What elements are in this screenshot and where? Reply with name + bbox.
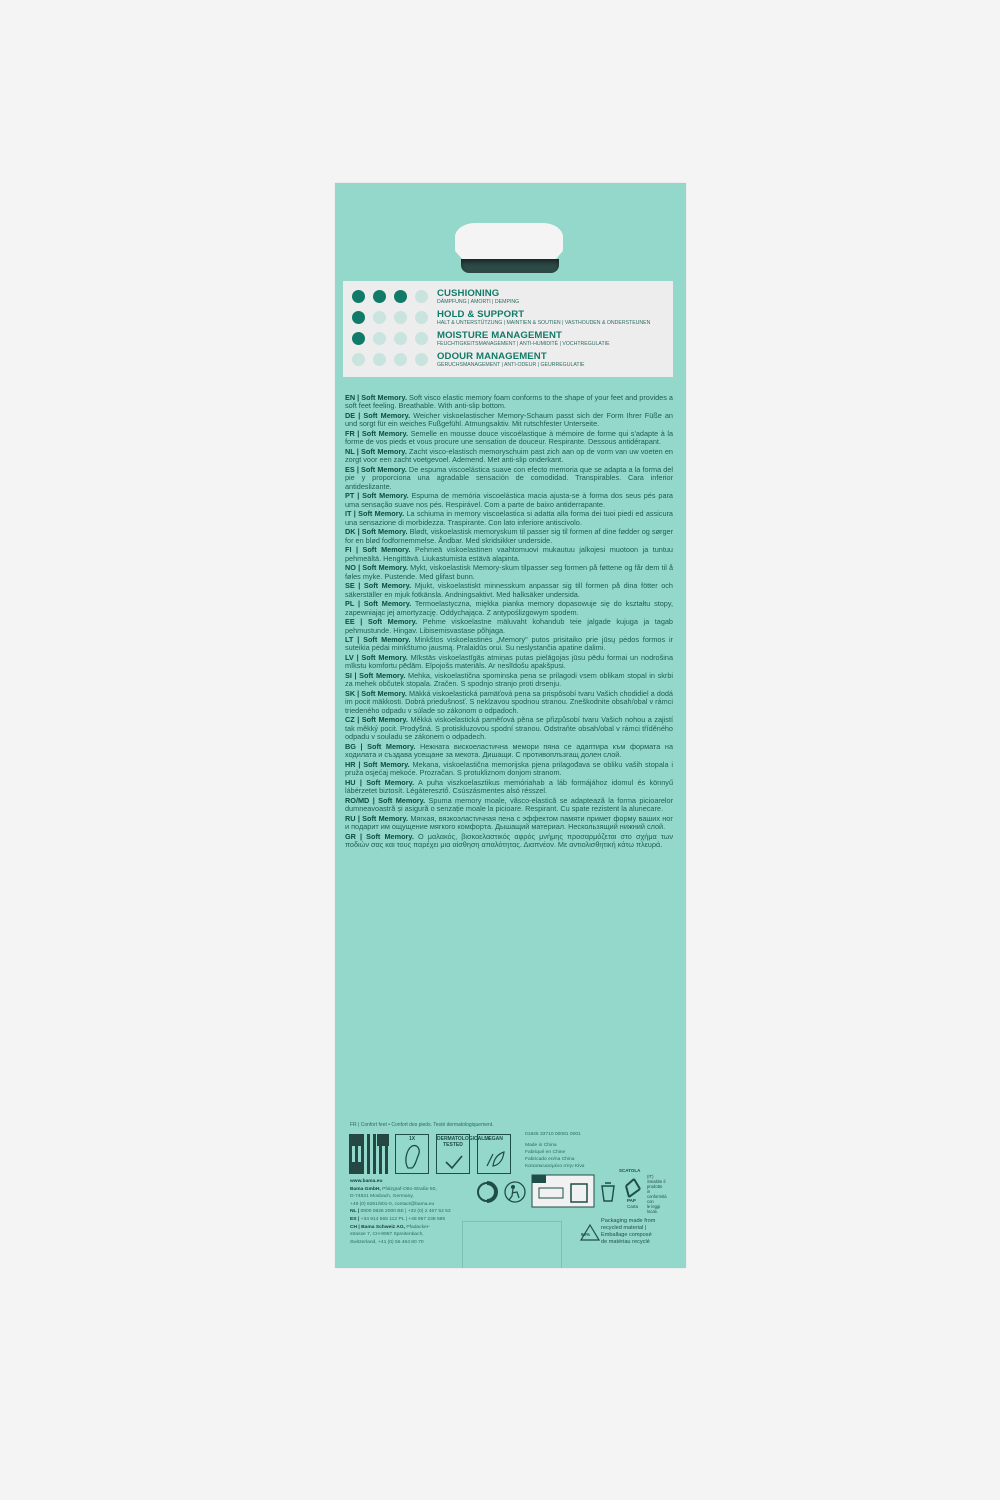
company-line [350, 1239, 451, 1247]
company-line [350, 1201, 451, 1209]
description-text: Mīkstās viskoelastīgās atmiņas putas pielāgojas jūsu pēdu formai un nodrošina mīkstu komfortu pēdām. Elpojošs materiāls. Ar neslīdošu apakšpusi. [345, 653, 673, 671]
company-line [350, 1193, 451, 1201]
rating-dot [415, 332, 428, 345]
rating-dot [352, 290, 365, 303]
company-line-text: strasse 7, CH-8957 Spreitenbach, [350, 1232, 424, 1238]
company-line-text: 0800 0826 2000 BE | +32 (0) 2 467 52 53 [359, 1209, 451, 1215]
company-line-text: +34 914 565 112 PL | +48 957 238 595 [359, 1216, 446, 1222]
language-code: LV | Soft Memory. [345, 653, 408, 663]
rating-dot [352, 332, 365, 345]
hang-hole-cutout [455, 223, 563, 263]
feature-row [343, 329, 673, 350]
hang-slot [461, 259, 559, 273]
description-text: Mjukt, viskoelastiskt minnesskum anpassar sig till formen på dina fötter och säkerställer en mjuk fotkänsla. Andningsaktivt. Med halksäker undersida. [345, 581, 673, 599]
rating-dot [394, 311, 407, 324]
description-paragraph [345, 716, 673, 741]
triman-info-icon [531, 1174, 595, 1208]
company-line [350, 1186, 451, 1194]
waste-bin-icon [599, 1180, 617, 1204]
it-note-line: conformità con [647, 1194, 667, 1204]
carta-label: Carta [627, 1204, 639, 1209]
language-code: EN | Soft Memory. [345, 393, 407, 402]
language-code: RU | Soft Memory. [345, 813, 409, 823]
description-paragraph [345, 618, 673, 635]
company-line-bold: NL | [350, 1209, 360, 1215]
feature-title: HOLD & SUPPORT [437, 309, 525, 320]
description-text: De espuma viscoelástica suave con efecto memoria que se adapta a la forma del pie y proporciona una agradable sensación de comodidad. Transpirables. Cara inferior antideslizante. [345, 464, 673, 491]
company-line-text: Switzerland, +41 (0) 56 464 60 70 [350, 1239, 424, 1245]
rating-dot [352, 353, 365, 366]
description-paragraph [345, 492, 673, 509]
insole-icon [402, 1144, 424, 1170]
description-text: Mehka, viskoelastična spominska pena se prilagodi vsem oblikam stopal in skrbi za mehek občutek stopala. Zračen. S spodnjo stranjo proti drsenju. [345, 671, 673, 689]
description-paragraph [345, 448, 673, 465]
description-text: Weicher viskoelastischer Memory-Schaum passt sich der Form Ihrer Füße an und sorgt für ein weiches Fußgefühl. Atmungsaktiv. Mit rutschfester Unterseite. [345, 410, 673, 429]
rating-dot [394, 290, 407, 303]
rating-dot [373, 353, 386, 366]
description-paragraph [345, 761, 673, 778]
made-in-line: Fabriqué en Chine [525, 1150, 566, 1155]
language-code: SI | Soft Memory. [345, 671, 406, 681]
language-code: LT | Soft Memory. [345, 635, 411, 645]
company-line-bold: CH | Bama Schweiz AG, [350, 1224, 405, 1230]
description-paragraph [345, 466, 673, 491]
language-code: CZ | Soft Memory. [345, 715, 408, 725]
description-text: Blødt, viskoelastisk memoryskum til passer sig til formen af dine fødder og sørger for en blød fodfornemmelse. Åndbar. Med skridsikker underside. [345, 527, 673, 545]
description-paragraph [345, 654, 673, 671]
language-code: FR | Soft Memory. [345, 428, 409, 438]
feature-title: CUSHIONING [437, 288, 500, 299]
company-line-text: Pfalzgraf-Otto-Straße 50, [380, 1186, 437, 1192]
insole-package-back [335, 183, 686, 1268]
language-code: SK | Soft Memory. [345, 689, 407, 699]
description-paragraph [345, 833, 673, 850]
language-code: FI | Soft Memory. [345, 545, 411, 555]
made-in-line: Κατασκευασμένο στην Κίνα [525, 1164, 585, 1169]
description-text: Semelle en mousse douce viscoélastique à mémoire de forme qui s'adapte à la forme de vos pieds et vous procure une sensation de douceur. Respirante. Dessous antidérapant. [345, 428, 673, 447]
packaging-line: de matériau recyclé [601, 1239, 650, 1245]
company-line-bold: www.bama.eu [350, 1179, 383, 1184]
company-line [350, 1208, 451, 1216]
description-paragraph [345, 430, 673, 447]
description-paragraph [345, 636, 673, 653]
description-paragraph [345, 743, 673, 760]
description-paragraph [345, 600, 673, 617]
vegan-label: VEGAN [485, 1136, 503, 1142]
description-text: Minkštos viskoelastinės „Memory" putos prisitaiko prie jūsų pėdos formos ir suteikia pėdai minkštumo jausmą. Pralaidūs orui. Su neslystančia apatine dalimi. [345, 635, 673, 653]
description-text: Pehmeä viskoelastinen vaahtomuovi mukautuu jalkojesi muotoon ja tuntuu pehmeältä. Hengittävä. Liukastumista estävä alapinta. [345, 545, 673, 563]
feature-rating-panel [343, 281, 673, 377]
language-code: DK | Soft Memory. [345, 527, 408, 537]
made-in-line: Fabricado en/na China [525, 1157, 575, 1162]
description-text: Zacht visco-elastisch memoryschuim past zich aan op de vorm van uw voeten en zorgt voor een zacht voetgevoel. Ademend. Met anti-slip onderkant. [345, 446, 673, 465]
derma-label: DERMATOLOGICALLY TESTED [437, 1136, 491, 1148]
rating-dot [415, 311, 428, 324]
fr-comfort-note: FR | Confort feet • Confort des pieds. Testé dermatologiquement. [350, 1122, 494, 1128]
rating-dot [394, 353, 407, 366]
article-code: 01845 33710 00081 0001 [525, 1132, 581, 1137]
single-use-badge [395, 1134, 429, 1174]
it-note-line: prodotto in [647, 1184, 663, 1194]
language-code: HU | Soft Memory. [345, 777, 415, 787]
rating-dot [352, 311, 365, 324]
feature-row [343, 287, 673, 308]
language-code: PT | Soft Memory. [345, 491, 409, 501]
feature-subtitle: GERUCHSMANAGEMENT | ANTI-ODEUR | GEURREGULATIE [437, 362, 585, 368]
language-code: EE | Soft Memory. [345, 617, 418, 627]
description-text: Termoelastyczna, miękka pianka memory dopasowuje się do kształtu stopy, zapewniając jej amortyzację. Oddychająca. Z antypoślizgowym spodem. [345, 599, 673, 617]
language-code: HR | Soft Memory. [345, 759, 410, 769]
leaf-icon [484, 1148, 506, 1170]
product-descriptions [345, 394, 673, 851]
description-text: Měkká viskoelastická paměťová pěna se přizpůsobí tvaru Vašich nohou a zajistí tak měkký pocit. Prodyšná. S protiskluzovou spodní stranou. Odstraňte obsah/obal v rámci tříděného odpadu v souladu se zákonem o odpadech. [345, 715, 674, 742]
description-text: Mekana, viskoelastična memorijska pjena prilagođava se obliku vaših stopala i pruža osjećaj mekoće. Prozračan. S protukliznom donjom stranom. [345, 759, 673, 778]
description-paragraph [345, 412, 673, 429]
language-code: PL | Soft Memory. [345, 599, 412, 609]
language-code: IT | Soft Memory. [345, 509, 405, 519]
company-line [350, 1216, 451, 1224]
packaging-line: Emballage composé [601, 1232, 652, 1238]
company-line-text: D-74821 Mosbach, Germany, [350, 1194, 414, 1200]
tidyman-icon [503, 1180, 527, 1204]
description-paragraph [345, 815, 673, 832]
single-use-label: 1X [408, 1136, 416, 1142]
feature-subtitle: HALT & UNTERSTÜTZUNG | MAINTIEN & SOUTIEN | VASTHOUDEN & ONDERSTEUNEN [437, 320, 651, 326]
description-text: Mäkká viskoelastická pamäťová pena sa prispôsobí tvaru Vašich chodidiel a dodá im pocit mäkkosti. Dobrá priedušnosť. S neklzavou spodnou stranou. Zneškodnite obsah/obal v rámci triedeného odpadu v súlade so zákonom o odpadoch. [345, 689, 673, 715]
description-paragraph [345, 797, 673, 814]
description-paragraph [345, 582, 673, 599]
packaging-line: Packaging made from [601, 1218, 656, 1224]
rating-dot [373, 290, 386, 303]
feature-subtitle: FEUCHTIGKEITSMANAGEMENT | ANTI-HUMIDITÉ | VOCHTREGULATIE [437, 341, 610, 347]
it-note-line: le leggi locali. [647, 1204, 661, 1214]
description-text: La schiuma in memory viscoelastica si adatta alla forma dei tuoi piedi ed assicura una sensazione di morbidezza. Traspirante. Con lato inferiore antiscivolo. [345, 509, 673, 527]
description-paragraph [345, 394, 673, 411]
language-code: ES | Soft Memory. [345, 464, 407, 474]
description-text: Espuma de memória viscoelástica macia ajusta-se à forma dos seus pés para uma sensação suave nos pés. Respirável. Com a parte de baixo antiderrapante. [345, 491, 673, 509]
description-text: Mykt, viskoelastisk Memory-skum tilpasser seg formen på føttene og får dem til å føles myke. Pustende. Med glifast bunn. [345, 563, 674, 581]
description-paragraph [345, 672, 673, 689]
language-code: NO | Soft Memory. [345, 563, 409, 573]
made-in-line: Made in China [525, 1143, 557, 1148]
language-code: GR | Soft Memory. [345, 831, 414, 841]
language-code: RO/MD | Soft Memory. [345, 795, 426, 805]
rating-dot [415, 353, 428, 366]
pap-label: PAP [627, 1198, 636, 1203]
description-paragraph [345, 510, 673, 527]
rating-dot [373, 311, 386, 324]
description-text: Мягкая, вязкоэластичная пена с эффектом памяти примет форму ваших ног и подарит им ощущение мягкого комфорта. Дышащий материал. Нескользящий нижний слой. [345, 813, 674, 832]
green-dot-icon [475, 1180, 499, 1204]
description-text: A puha viszkoelasztikus memóriahab a láb formájához idomul és könnyű lábérzetet biztosít. Légáteresztő. Csúszásmentes alsó résszel. [345, 777, 674, 796]
checkmark-icon [443, 1154, 465, 1170]
language-code: NL | Soft Memory. [345, 446, 407, 456]
description-paragraph [345, 528, 673, 545]
price-label-area [462, 1221, 562, 1268]
feature-title: MOISTURE MANAGEMENT [437, 330, 563, 341]
description-text: Нежната вискоеластична мемори пяна се адаптира към формата на ходилата и създава усещане за мекота. Дишащи. С противоплъзгащ долен слой. [345, 741, 673, 760]
rating-dot [373, 332, 386, 345]
it-disposal-note [647, 1174, 667, 1214]
company-line [350, 1231, 451, 1239]
company-line-bold: Bama GmbH, [350, 1186, 381, 1192]
scatola-label: SCATOLA [619, 1168, 641, 1173]
vegan-badge [477, 1134, 511, 1174]
company-line-text: +49 (0) 6261/801-0, contact@bama.eu [350, 1201, 435, 1207]
description-paragraph [345, 564, 673, 581]
feature-row [343, 350, 673, 371]
recycled-percent: 90% [581, 1232, 591, 1237]
feature-row [343, 308, 673, 329]
made-in-block [525, 1131, 585, 1170]
description-paragraph [345, 546, 673, 563]
company-line-bold: ES | [350, 1216, 360, 1222]
description-paragraph [345, 690, 673, 715]
company-line [350, 1224, 451, 1232]
rating-dot [415, 290, 428, 303]
company-line-text: Pfadacker- [405, 1224, 431, 1230]
description-paragraph [345, 779, 673, 796]
packaging-recycled-note [601, 1218, 655, 1246]
language-code: SE | Soft Memory. [345, 581, 412, 591]
language-code: BG | Soft Memory. [345, 741, 416, 751]
qr-code [349, 1134, 389, 1174]
company-line [350, 1178, 451, 1186]
packaging-line: recycled material | [601, 1225, 647, 1231]
company-info [350, 1178, 451, 1246]
feature-subtitle: DÄMPFUNG | AMORTI | DEMPING [437, 299, 520, 305]
description-text: Pehme viskoelastne mäluvaht kohandub teie jalgade kujuga ja tagab pehmustunde. Hingav. Libisemisvastase põhjaga. [345, 617, 673, 635]
description-text: Soft visco elastic memory foam conforms to the shape of your feet and provides a soft feet feeling. Breathable. With anti-slip bottom. [345, 393, 673, 411]
it-note-line: (IT) Smaltire il [647, 1174, 666, 1184]
rating-dot [394, 332, 407, 345]
description-text: Ο μαλακός, βισκοελαστικός αφρός μνήμης προσαρμόζεται στο σχήμα των ποδιών σας και τους παρέχει μια αίσθηση απαλότητας. Διαπνέον. Με αντιολισθητική κάτω πλευρά. [345, 831, 673, 850]
feature-title: ODOUR MANAGEMENT [437, 351, 547, 362]
dermatologically-tested-badge [436, 1134, 491, 1174]
language-code: DE | Soft Memory. [345, 410, 411, 420]
description-text: Spuma memory moale, vâsco-elastică se adaptează la forma picioarelor dumneavoastră și asigură o senzație moale la picioare. Respirant. Cu spate rezistent la alunecare. [345, 795, 674, 814]
